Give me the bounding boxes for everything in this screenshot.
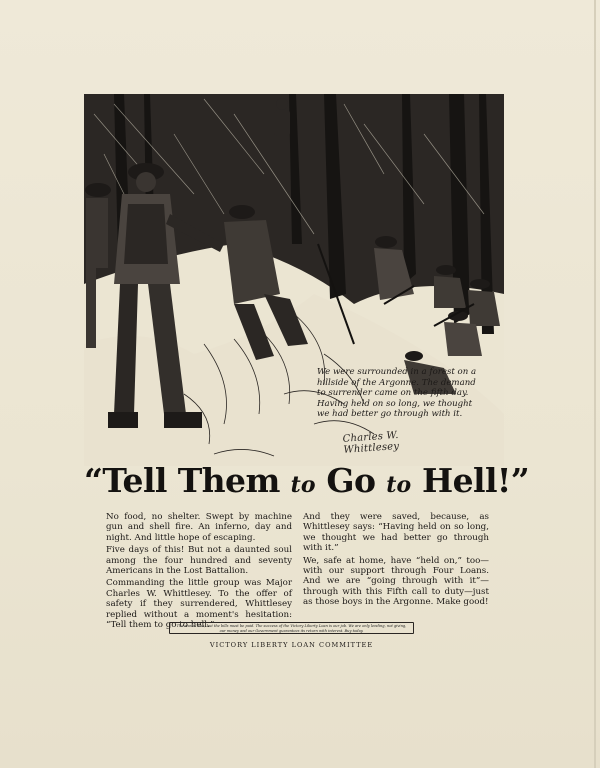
whittlesey-signature: Charles W. Whittlesey (342, 429, 400, 456)
right-column (303, 512, 489, 610)
headline-to: to (386, 472, 412, 498)
left-column (106, 512, 292, 632)
paragraph: We, safe at home, have “held on,” too—with our support through Four Loans. And we are “going through with it”—through with this Fifth call to duty—just as those boys in the Argonne. Make good! (303, 555, 489, 608)
paragraph: Five days of this! But not a daunted soul among the four hundred and seventy Americans in the Lost Battalion. (106, 545, 292, 577)
headline-part: “Tell Them (84, 461, 291, 500)
paragraph: And they were saved, because, as Whittlesey says: “Having held on so long, we thought we had better go through with it.” (303, 512, 489, 554)
loan-notice-box: The war is won, but the bills must be paid. The success of the Victory Liberty Loan is our job. We are only lending, not giving, our money and our Government guarantees its return with interest. Buy today. (169, 622, 414, 634)
headline-to: to (290, 472, 316, 498)
headline (84, 461, 530, 511)
headline-part: Go (315, 461, 387, 500)
paragraph: No food, no shelter. Swept by machine gun and shell fire. An inferno, day and night. And little hope of escaping. (106, 512, 292, 543)
whittlesey-quote: We were surrounded in a forest on a hillside of the Argonne. The demand to surrender came on the fifth day. Having held on so long, we thought we had better go through with it. (317, 367, 477, 420)
headline-part: Hell!” (411, 461, 530, 500)
committee-name: VICTORY LIBERTY LOAN COMMITTEE (209, 641, 374, 649)
paragraph: Commanding the little group was Major Charles W. Whittlesey. To the offer of safety if they surrendered, Whittlesey replied without a moment's hesitation: “Tell them to go to hell.” (106, 578, 292, 631)
